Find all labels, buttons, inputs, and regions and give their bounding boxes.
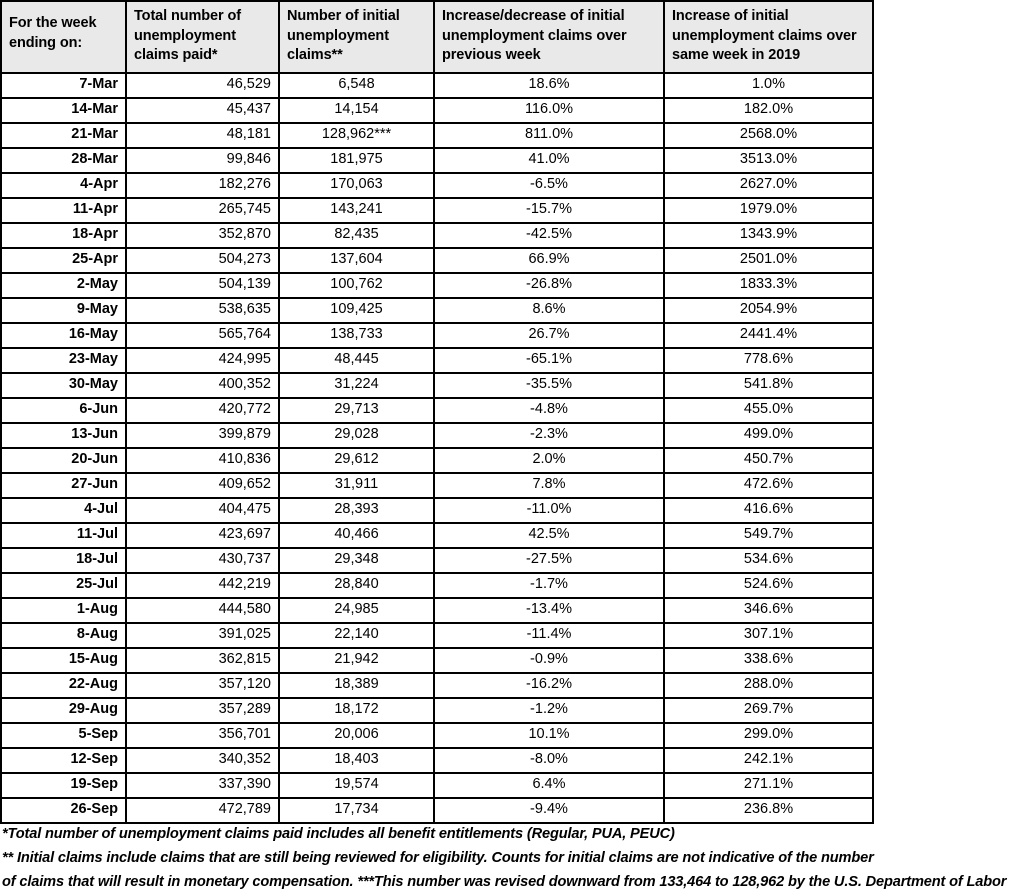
cell-change-same-week-2019: 524.6% (664, 573, 873, 598)
table-row (1, 148, 873, 173)
cell-initial-claims: 137,604 (279, 248, 434, 273)
cell-week-ending: 12-Sep (1, 748, 126, 773)
cell-week-ending: 27-Jun (1, 473, 126, 498)
cell-initial-claims: 28,840 (279, 573, 434, 598)
cell-total-claims-paid: 444,580 (126, 598, 279, 623)
cell-total-claims-paid: 430,737 (126, 548, 279, 573)
cell-change-same-week-2019: 2568.0% (664, 123, 873, 148)
cell-initial-claims: 128,962*** (279, 123, 434, 148)
cell-week-ending: 7-Mar (1, 73, 126, 98)
cell-change-previous-week: -13.4% (434, 598, 664, 623)
cell-change-same-week-2019: 3513.0% (664, 148, 873, 173)
cell-change-same-week-2019: 455.0% (664, 398, 873, 423)
cell-total-claims-paid: 409,652 (126, 473, 279, 498)
cell-total-claims-paid: 356,701 (126, 723, 279, 748)
footnote-line: *Total number of unemployment claims paid includes all benefit entitlements (Regular, PUA, PEUC) (2, 826, 675, 842)
cell-initial-claims: 170,063 (279, 173, 434, 198)
table-row (1, 173, 873, 198)
cell-change-same-week-2019: 541.8% (664, 373, 873, 398)
cell-week-ending: 14-Mar (1, 98, 126, 123)
cell-initial-claims: 138,733 (279, 323, 434, 348)
table-row (1, 448, 873, 473)
cell-week-ending: 15-Aug (1, 648, 126, 673)
column-header-initial-claims: Number of initial unemployment claims** (279, 1, 434, 73)
column-header-change-previous-week: Increase/decrease of initial unemployment claims over previous week (434, 1, 664, 73)
cell-week-ending: 18-Apr (1, 223, 126, 248)
cell-initial-claims: 18,403 (279, 748, 434, 773)
cell-change-same-week-2019: 299.0% (664, 723, 873, 748)
cell-week-ending: 30-May (1, 373, 126, 398)
cell-total-claims-paid: 265,745 (126, 198, 279, 223)
cell-initial-claims: 24,985 (279, 598, 434, 623)
table-row (1, 248, 873, 273)
table-row (1, 498, 873, 523)
cell-week-ending: 1-Aug (1, 598, 126, 623)
table-row (1, 648, 873, 673)
table-row (1, 373, 873, 398)
cell-change-same-week-2019: 2627.0% (664, 173, 873, 198)
cell-change-previous-week: 18.6% (434, 73, 664, 98)
table-row (1, 798, 873, 823)
cell-initial-claims: 21,942 (279, 648, 434, 673)
cell-change-same-week-2019: 271.1% (664, 773, 873, 798)
cell-week-ending: 22-Aug (1, 673, 126, 698)
cell-week-ending: 26-Sep (1, 798, 126, 823)
cell-change-previous-week: -65.1% (434, 348, 664, 373)
cell-week-ending: 19-Sep (1, 773, 126, 798)
cell-change-previous-week: -4.8% (434, 398, 664, 423)
cell-week-ending: 2-May (1, 273, 126, 298)
footnote-line: ** Initial claims include claims that are still being reviewed for eligibility. Counts for initial claims are not indicative of the number (2, 850, 874, 866)
cell-change-previous-week: 116.0% (434, 98, 664, 123)
cell-total-claims-paid: 362,815 (126, 648, 279, 673)
cell-total-claims-paid: 424,995 (126, 348, 279, 373)
cell-change-same-week-2019: 2054.9% (664, 298, 873, 323)
cell-initial-claims: 20,006 (279, 723, 434, 748)
cell-change-same-week-2019: 269.7% (664, 698, 873, 723)
cell-week-ending: 20-Jun (1, 448, 126, 473)
cell-change-same-week-2019: 1.0% (664, 73, 873, 98)
cell-change-previous-week: -11.4% (434, 623, 664, 648)
cell-initial-claims: 29,713 (279, 398, 434, 423)
cell-week-ending: 8-Aug (1, 623, 126, 648)
cell-change-same-week-2019: 288.0% (664, 673, 873, 698)
cell-total-claims-paid: 357,289 (126, 698, 279, 723)
column-header-change-same-week-2019: Increase of initial unemployment claims over same week in 2019 (664, 1, 873, 73)
cell-change-previous-week: 66.9% (434, 248, 664, 273)
column-header-week-ending: For the week ending on: (1, 1, 126, 73)
cell-initial-claims: 29,028 (279, 423, 434, 448)
table-row (1, 623, 873, 648)
table-row (1, 673, 873, 698)
cell-change-same-week-2019: 242.1% (664, 748, 873, 773)
cell-week-ending: 11-Jul (1, 523, 126, 548)
cell-change-previous-week: 811.0% (434, 123, 664, 148)
cell-total-claims-paid: 399,879 (126, 423, 279, 448)
table-row (1, 523, 873, 548)
cell-week-ending: 13-Jun (1, 423, 126, 448)
cell-initial-claims: 143,241 (279, 198, 434, 223)
cell-total-claims-paid: 46,529 (126, 73, 279, 98)
cell-change-previous-week: -1.7% (434, 573, 664, 598)
cell-total-claims-paid: 45,437 (126, 98, 279, 123)
cell-change-previous-week: -27.5% (434, 548, 664, 573)
cell-change-previous-week: 6.4% (434, 773, 664, 798)
table-row (1, 473, 873, 498)
cell-change-previous-week: -15.7% (434, 198, 664, 223)
table-row (1, 348, 873, 373)
cell-initial-claims: 31,911 (279, 473, 434, 498)
cell-initial-claims: 18,389 (279, 673, 434, 698)
cell-total-claims-paid: 565,764 (126, 323, 279, 348)
cell-change-same-week-2019: 338.6% (664, 648, 873, 673)
cell-total-claims-paid: 504,139 (126, 273, 279, 298)
cell-total-claims-paid: 48,181 (126, 123, 279, 148)
cell-initial-claims: 22,140 (279, 623, 434, 648)
cell-change-previous-week: -6.5% (434, 173, 664, 198)
cell-change-same-week-2019: 778.6% (664, 348, 873, 373)
cell-change-previous-week: -0.9% (434, 648, 664, 673)
cell-initial-claims: 19,574 (279, 773, 434, 798)
cell-change-same-week-2019: 2501.0% (664, 248, 873, 273)
cell-week-ending: 4-Apr (1, 173, 126, 198)
table-row (1, 298, 873, 323)
cell-total-claims-paid: 538,635 (126, 298, 279, 323)
cell-total-claims-paid: 352,870 (126, 223, 279, 248)
cell-change-same-week-2019: 1979.0% (664, 198, 873, 223)
cell-change-previous-week: 7.8% (434, 473, 664, 498)
table-row (1, 98, 873, 123)
cell-total-claims-paid: 400,352 (126, 373, 279, 398)
cell-total-claims-paid: 420,772 (126, 398, 279, 423)
cell-week-ending: 6-Jun (1, 398, 126, 423)
cell-change-previous-week: 10.1% (434, 723, 664, 748)
cell-total-claims-paid: 442,219 (126, 573, 279, 598)
cell-total-claims-paid: 340,352 (126, 748, 279, 773)
cell-initial-claims: 40,466 (279, 523, 434, 548)
cell-change-same-week-2019: 416.6% (664, 498, 873, 523)
cell-change-previous-week: -16.2% (434, 673, 664, 698)
cell-initial-claims: 48,445 (279, 348, 434, 373)
cell-change-same-week-2019: 534.6% (664, 548, 873, 573)
cell-initial-claims: 100,762 (279, 273, 434, 298)
column-header-total-claims-paid: Total number of unemployment claims paid* (126, 1, 279, 73)
cell-total-claims-paid: 337,390 (126, 773, 279, 798)
table-row (1, 398, 873, 423)
cell-week-ending: 4-Jul (1, 498, 126, 523)
cell-initial-claims: 28,393 (279, 498, 434, 523)
cell-week-ending: 21-Mar (1, 123, 126, 148)
cell-total-claims-paid: 472,789 (126, 798, 279, 823)
cell-total-claims-paid: 99,846 (126, 148, 279, 173)
cell-change-same-week-2019: 549.7% (664, 523, 873, 548)
cell-initial-claims: 181,975 (279, 148, 434, 173)
table-row (1, 73, 873, 98)
cell-week-ending: 28-Mar (1, 148, 126, 173)
cell-change-previous-week: 26.7% (434, 323, 664, 348)
cell-change-same-week-2019: 182.0% (664, 98, 873, 123)
cell-change-previous-week: 8.6% (434, 298, 664, 323)
table-row (1, 423, 873, 448)
cell-change-previous-week: -26.8% (434, 273, 664, 298)
table-row (1, 123, 873, 148)
cell-initial-claims: 18,172 (279, 698, 434, 723)
cell-change-previous-week: -8.0% (434, 748, 664, 773)
footnotes-block (0, 822, 1031, 896)
cell-initial-claims: 109,425 (279, 298, 434, 323)
cell-change-same-week-2019: 450.7% (664, 448, 873, 473)
cell-initial-claims: 31,224 (279, 373, 434, 398)
cell-change-previous-week: -1.2% (434, 698, 664, 723)
cell-total-claims-paid: 182,276 (126, 173, 279, 198)
cell-change-same-week-2019: 499.0% (664, 423, 873, 448)
cell-change-previous-week: -9.4% (434, 798, 664, 823)
cell-total-claims-paid: 391,025 (126, 623, 279, 648)
cell-week-ending: 29-Aug (1, 698, 126, 723)
table-row (1, 323, 873, 348)
table-row (1, 273, 873, 298)
header-row (1, 1, 873, 73)
cell-total-claims-paid: 504,273 (126, 248, 279, 273)
cell-change-same-week-2019: 236.8% (664, 798, 873, 823)
cell-week-ending: 9-May (1, 298, 126, 323)
cell-change-previous-week: -35.5% (434, 373, 664, 398)
cell-initial-claims: 29,612 (279, 448, 434, 473)
cell-initial-claims: 82,435 (279, 223, 434, 248)
cell-change-previous-week: -2.3% (434, 423, 664, 448)
table-row (1, 698, 873, 723)
cell-change-same-week-2019: 307.1% (664, 623, 873, 648)
cell-total-claims-paid: 423,697 (126, 523, 279, 548)
cell-week-ending: 11-Apr (1, 198, 126, 223)
table-header (1, 1, 873, 73)
cell-change-previous-week: -11.0% (434, 498, 664, 523)
cell-total-claims-paid: 404,475 (126, 498, 279, 523)
table-row (1, 598, 873, 623)
cell-change-same-week-2019: 1343.9% (664, 223, 873, 248)
cell-week-ending: 5-Sep (1, 723, 126, 748)
cell-change-previous-week: 42.5% (434, 523, 664, 548)
table-row (1, 548, 873, 573)
cell-change-same-week-2019: 346.6% (664, 598, 873, 623)
cell-change-previous-week: 2.0% (434, 448, 664, 473)
cell-week-ending: 25-Apr (1, 248, 126, 273)
cell-change-same-week-2019: 472.6% (664, 473, 873, 498)
table-row (1, 748, 873, 773)
cell-week-ending: 16-May (1, 323, 126, 348)
cell-change-previous-week: 41.0% (434, 148, 664, 173)
table-row (1, 198, 873, 223)
cell-change-previous-week: -42.5% (434, 223, 664, 248)
table-row (1, 573, 873, 598)
table-row (1, 773, 873, 798)
cell-initial-claims: 6,548 (279, 73, 434, 98)
cell-total-claims-paid: 410,836 (126, 448, 279, 473)
cell-initial-claims: 29,348 (279, 548, 434, 573)
cell-week-ending: 18-Jul (1, 548, 126, 573)
cell-week-ending: 23-May (1, 348, 126, 373)
footnote-line: of claims that will result in monetary compensation. ***This number was revised downward from 133,464 to 128,962 by the U.S. Department of Labor (2, 874, 1007, 890)
cell-initial-claims: 14,154 (279, 98, 434, 123)
table-row (1, 223, 873, 248)
cell-total-claims-paid: 357,120 (126, 673, 279, 698)
table-body (1, 73, 873, 823)
cell-change-same-week-2019: 2441.4% (664, 323, 873, 348)
table-row (1, 723, 873, 748)
cell-week-ending: 25-Jul (1, 573, 126, 598)
cell-initial-claims: 17,734 (279, 798, 434, 823)
cell-change-same-week-2019: 1833.3% (664, 273, 873, 298)
